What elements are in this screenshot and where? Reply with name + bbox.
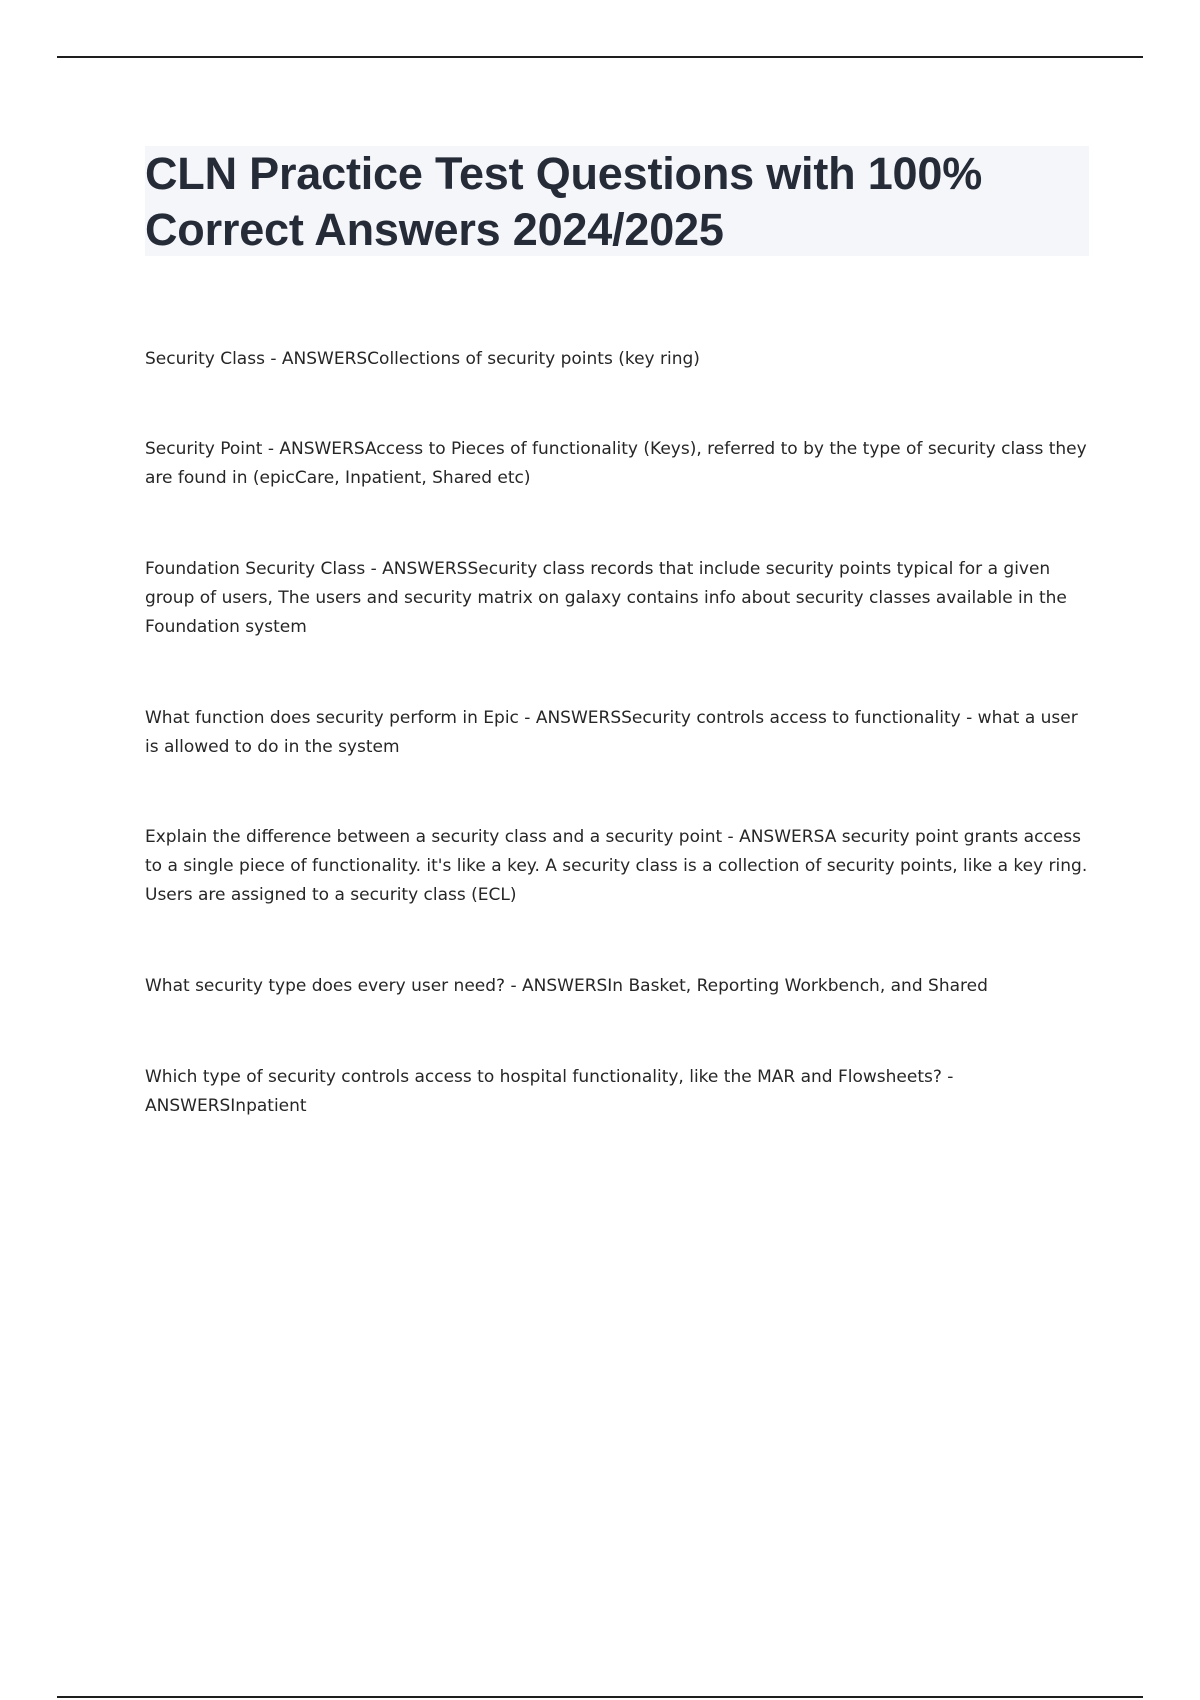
qa-entry: Security Class - ANSWERSCollections of security points (key ring)	[145, 349, 700, 369]
qa-entry: Which type of security controls access to hospital functionality, like the MAR and Flowsheets? - ANSWERSInpatient	[145, 1067, 954, 1116]
title-banner	[145, 146, 1089, 256]
qa-entry: What security type does every user need? - ANSWERSIn Basket, Reporting Workbench, and Shared	[145, 976, 988, 996]
top-divider	[57, 56, 1143, 58]
qa-entry: Security Point - ANSWERSAccess to Pieces of functionality (Keys), referred to by the type of security class they are found in (epicCare, Inpatient, Shared etc)	[145, 439, 1087, 488]
qa-entry: Foundation Security Class - ANSWERSSecurity class records that include security points typical for a given group of users, The users and security matrix on galaxy contains info about security classes available in the Foundation system	[145, 559, 1067, 637]
bottom-divider	[57, 1696, 1143, 1698]
page-title: CLN Practice Test Questions with 100% Correct Answers 2024/2025	[145, 148, 983, 255]
qa-entry: What function does security perform in Epic - ANSWERSSecurity controls access to functionality - what a user is allowed to do in the system	[145, 708, 1078, 757]
qa-entry: Explain the difference between a security class and a security point - ANSWERSA security point grants access to a single piece of functionality. it's like a key. A security class is a collection of security points, like a key ring. Users are assigned to a security class (ECL)	[145, 827, 1088, 905]
